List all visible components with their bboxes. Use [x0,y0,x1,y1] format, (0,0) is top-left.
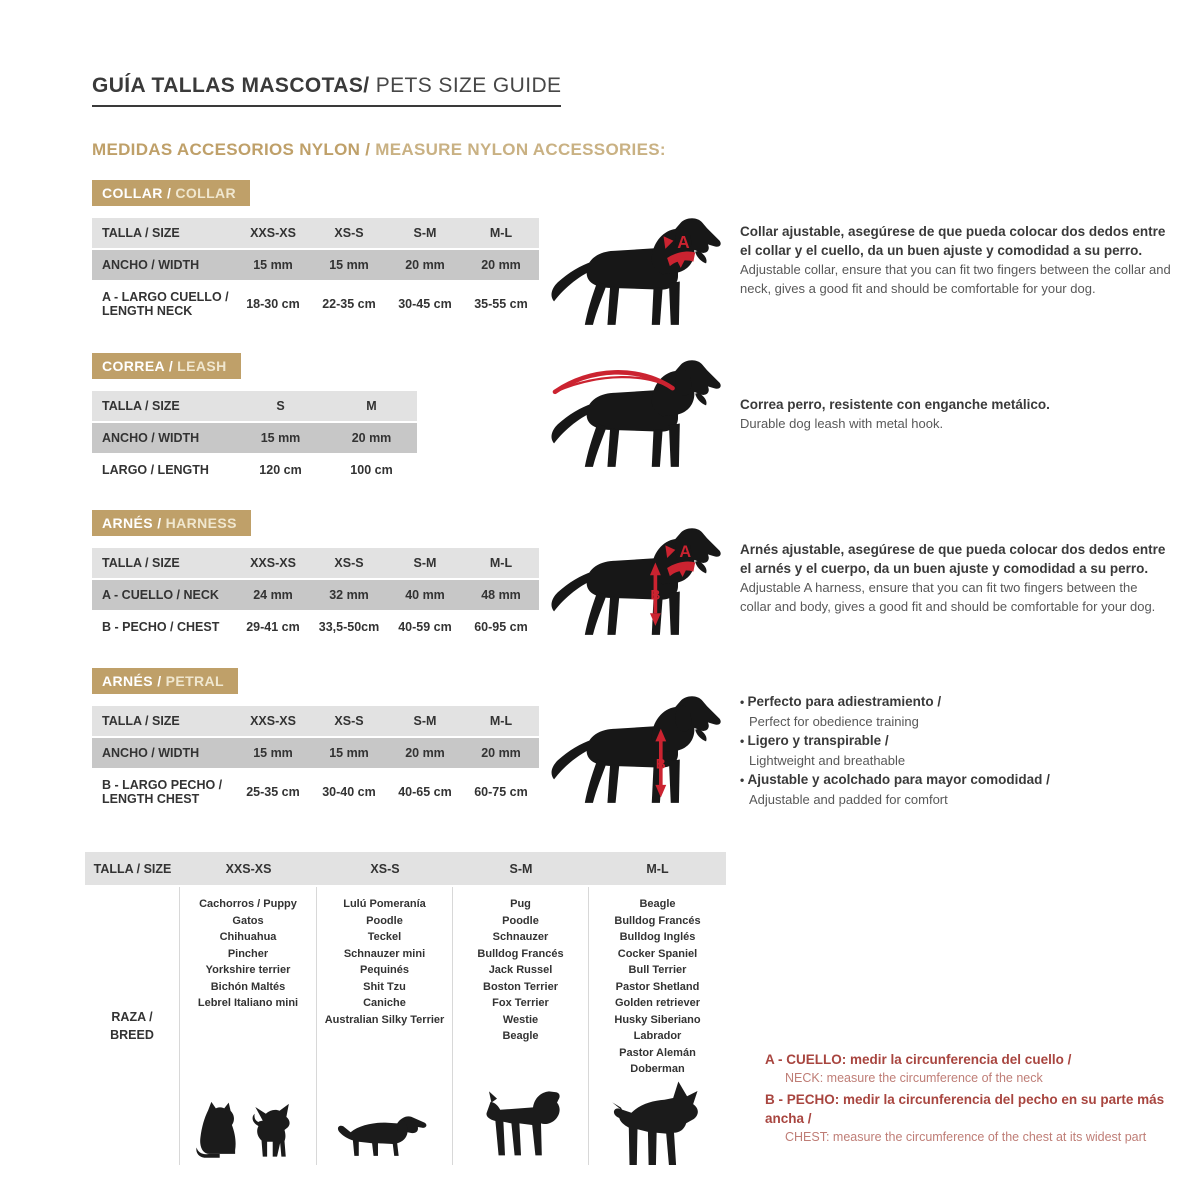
size-col-header: XS-S [311,548,387,578]
table-row [92,738,539,768]
page-title-en: PETS SIZE GUIDE [369,74,562,97]
breed-col-xxs-xs [180,887,317,1165]
size-value: 15 mm [311,738,387,768]
row-label-header: TALLA / SIZE [92,706,235,736]
size-value: 40-59 cm [387,612,463,642]
size-value: 40-65 cm [387,770,463,814]
size-value: 32 mm [311,580,387,610]
page-subtitle-es: MEDIDAS ACCESORIOS NYLON / [92,140,371,159]
breed-item: Husky Siberiano [614,1013,701,1026]
row-label: A - CUELLO / NECK [92,580,235,610]
breed-row-label-en: BREED [110,1028,154,1042]
breed-item: Cachorros / Puppy [199,898,297,910]
size-col-header: XXS-XS [235,548,311,578]
cat-icon [194,1100,239,1161]
breed-col-header: XXS-XS [225,861,272,876]
leash-desc-es: Correa perro, resistente con enganche metálico. [740,397,1050,412]
size-value: 24 mm [235,580,311,610]
page-title-es: GUÍA TALLAS MASCOTAS/ [92,74,370,97]
harness-desc-es: Arnés ajustable, asegúrese de que pueda colocar dos dedos entre el arnés y el cuerpo, da un buen ajuste y comodidad a su perro. [740,542,1166,576]
breed-table-body [85,887,726,1165]
breed-item: Yorkshire terrier [205,964,291,976]
dachshund-icon [335,1113,435,1165]
breed-item: Poodle [366,914,403,927]
size-value: 15 mm [235,423,326,453]
size-table [92,389,417,487]
breed-item: Doberman [630,1063,685,1075]
size-value: 20 mm [463,738,539,768]
size-value: 15 mm [235,738,311,768]
size-col-header: S-M [387,218,463,248]
row-label: B - PECHO / CHEST [92,612,235,642]
size-value: 120 cm [235,455,326,485]
breed-item: Pequinés [360,964,409,976]
size-value: 20 mm [387,738,463,768]
size-value: 22-35 cm [311,282,387,326]
breed-col-header: S-M [509,861,533,876]
breed-item: Lebrel Italiano mini [197,997,299,1009]
size-value: 35-55 cm [463,282,539,326]
svg-text:B: B [655,756,666,772]
breed-item: Bichón Maltés [210,980,286,993]
breed-item: Cocker Spaniel [617,947,698,960]
harness-size-table [92,546,539,644]
breed-item: Fox Terrier [492,997,549,1009]
row-label: LARGO / LENGTH [92,455,235,485]
size-col-header: M [326,391,417,421]
breed-item: Pastor Shetland [615,980,700,993]
petral-features [740,692,1172,809]
breed-table-header [85,852,726,885]
page-title [92,74,561,107]
breed-item: Australian Silky Terrier [324,1013,445,1026]
note-chest-en: CHEST: measure the circumference of the chest at its widest part [785,1130,1147,1144]
petral-feature-en: Lightweight and breathable [749,753,906,768]
breed-item: Bulldog Francés [614,914,701,927]
breed-item: Labrador [633,1030,682,1042]
row-label-header: TALLA / SIZE [92,391,235,421]
row-label: ANCHO / WIDTH [92,738,235,768]
breed-item: Westie [502,1013,539,1026]
breed-item: Golden retriever [615,997,700,1009]
breed-col-header: M-L [646,861,669,876]
collar-desc-en: Adjustable collar, ensure that you can fit two fingers between the collar and neck, gives a good fit and should be comfortable for your dog. [740,262,1171,296]
table-row [92,423,417,453]
size-value: 30-40 cm [311,770,387,814]
cat-and-chihuahua-icon [194,1100,302,1165]
section-badge-collar [92,180,250,206]
badge-label-en: PETRAL [165,673,224,689]
dog-petral-icon [545,696,735,823]
breed-item: Beagle [502,1030,539,1042]
size-table [92,704,539,816]
size-col-header: XS-S [311,706,387,736]
breed-item: Teckel [367,931,402,943]
breed-row-label-es: RAZA / [111,1010,153,1024]
size-value: 25-35 cm [235,770,311,814]
note-neck-es: A - CUELLO: medir la circunferencia del cuello / [765,1052,1072,1067]
size-col-header: XS-S [311,218,387,248]
table-row [92,282,539,326]
leash-description [740,395,1172,433]
badge-label-en: COLLAR [175,185,237,201]
breed-item: Shit Tzu [363,980,406,993]
size-value: 29-41 cm [235,612,311,642]
row-label: ANCHO / WIDTH [92,423,235,453]
dog-leash-icon [545,360,735,487]
size-col-header: M-L [463,548,539,578]
row-label-header: TALLA / SIZE [92,218,235,248]
section-badge-petral [92,668,238,694]
svg-text:A: A [679,543,692,562]
dog-collar-icon [545,218,735,345]
size-col-header: S-M [387,548,463,578]
size-col-header: XXS-XS [235,218,311,248]
petral-feature-en: Perfect for obedience training [749,714,919,729]
size-value: 60-75 cm [463,770,539,814]
page-subtitle-en: MEASURE NYLON ACCESSORIES: [370,140,666,159]
size-col-header: S [235,391,326,421]
size-value: 33,5-50cm [311,612,387,642]
size-value: 48 mm [463,580,539,610]
row-label: B - LARGO PECHO / LENGTH CHEST [92,770,235,814]
table-row [92,770,539,814]
breed-col-m-l [589,887,726,1165]
breed-item: Pastor Alemán [619,1046,696,1059]
breed-item: Poodle [502,914,539,927]
badge-label-es: COLLAR / [102,185,172,201]
size-value: 15 mm [235,250,311,280]
table-row [92,580,539,610]
breed-size-table [85,852,726,1165]
row-label: ANCHO / WIDTH [92,250,235,280]
size-value: 20 mm [387,250,463,280]
breed-item: Beagle [639,898,676,910]
badge-label-es: ARNÉS / [102,515,162,531]
breed-item: Bulldog Inglés [619,931,696,943]
svg-text:B: B [650,587,661,603]
size-table [92,216,539,328]
petral-feature-es: • Ajustable y acolchado para mayor comodidad / [740,770,1172,790]
petral-size-table [92,704,539,816]
size-value: 20 mm [326,423,417,453]
size-col-header: M-L [463,706,539,736]
breed-item: Chihuahua [219,931,277,943]
table-row [92,250,539,280]
breed-col-header: TALLA / SIZE [93,861,172,876]
section-badge-leash [92,353,241,379]
page-subtitle [92,140,666,160]
size-value: 30-45 cm [387,282,463,326]
badge-label-es: ARNÉS / [102,673,162,689]
breed-item: Schnauzer [492,931,549,943]
collar-size-table [92,216,539,328]
petral-feature-es: • Ligero y transpirable / [740,731,1172,751]
size-value: 20 mm [463,250,539,280]
note-chest-es: B - PECHO: medir la circunferencia del pecho en su parte más ancha / [765,1092,1165,1126]
breed-item: Lulú Pomeranía [343,898,426,910]
size-value: 15 mm [311,250,387,280]
table-row [92,455,417,485]
breed-row-label [85,887,180,1165]
size-table [92,546,539,644]
measurement-notes [765,1050,1195,1149]
breed-item: Pincher [227,947,269,960]
badge-label-en: HARNESS [165,515,237,531]
size-value: 100 cm [326,455,417,485]
table-row [92,612,539,642]
size-col-header: XXS-XS [235,706,311,736]
breed-item: Boston Terrier [483,980,558,993]
size-value: 40 mm [387,580,463,610]
collar-desc-es: Collar ajustable, asegúrese de que pueda colocar dos dedos entre el collar y el cuello, da un buen ajuste y comodidad a su perro. [740,224,1166,258]
breed-item: Jack Russel [488,964,553,976]
size-col-header: M-L [463,218,539,248]
dog-harness-icon [545,528,735,655]
svg-text:A: A [677,232,690,253]
badge-label-es: CORREA / [102,358,174,374]
breed-item: Schnauzer mini [343,947,426,960]
harness-desc-en: Adjustable A harness, ensure that you can fit two fingers between the collar and body, gives a good fit and should be comfortable for your dog. [740,580,1156,614]
collar-description [740,222,1172,298]
petral-feature-en: Adjustable and padded for comfort [749,792,948,807]
breed-col-header: XS-S [370,861,400,876]
leash-desc-en: Durable dog leash with metal hook. [740,416,944,431]
breed-col-xs-s [317,887,453,1165]
schnauzer-icon [477,1085,565,1165]
leash-size-table [92,389,417,487]
row-label: A - LARGO CUELLO / LENGTH NECK [92,282,235,326]
breed-item: Bull Terrier [628,964,687,976]
harness-description [740,540,1172,616]
breed-item: Pug [510,898,531,910]
size-value: 18-30 cm [235,282,311,326]
breed-item: Bulldog Francés [477,947,564,960]
section-badge-harness [92,510,251,536]
doberman-icon [605,1078,710,1166]
breed-col-s-m [453,887,589,1165]
row-label-header: TALLA / SIZE [92,548,235,578]
chihuahua-icon [249,1102,302,1161]
badge-label-en: LEASH [177,358,227,374]
size-col-header: S-M [387,706,463,736]
breed-item: Gatos [232,914,264,927]
size-value: 60-95 cm [463,612,539,642]
breed-item: Caniche [363,997,406,1009]
note-neck-en: NECK: measure the circumference of the neck [785,1071,1043,1085]
petral-feature-es: • Perfecto para adiestramiento / [740,692,1172,712]
